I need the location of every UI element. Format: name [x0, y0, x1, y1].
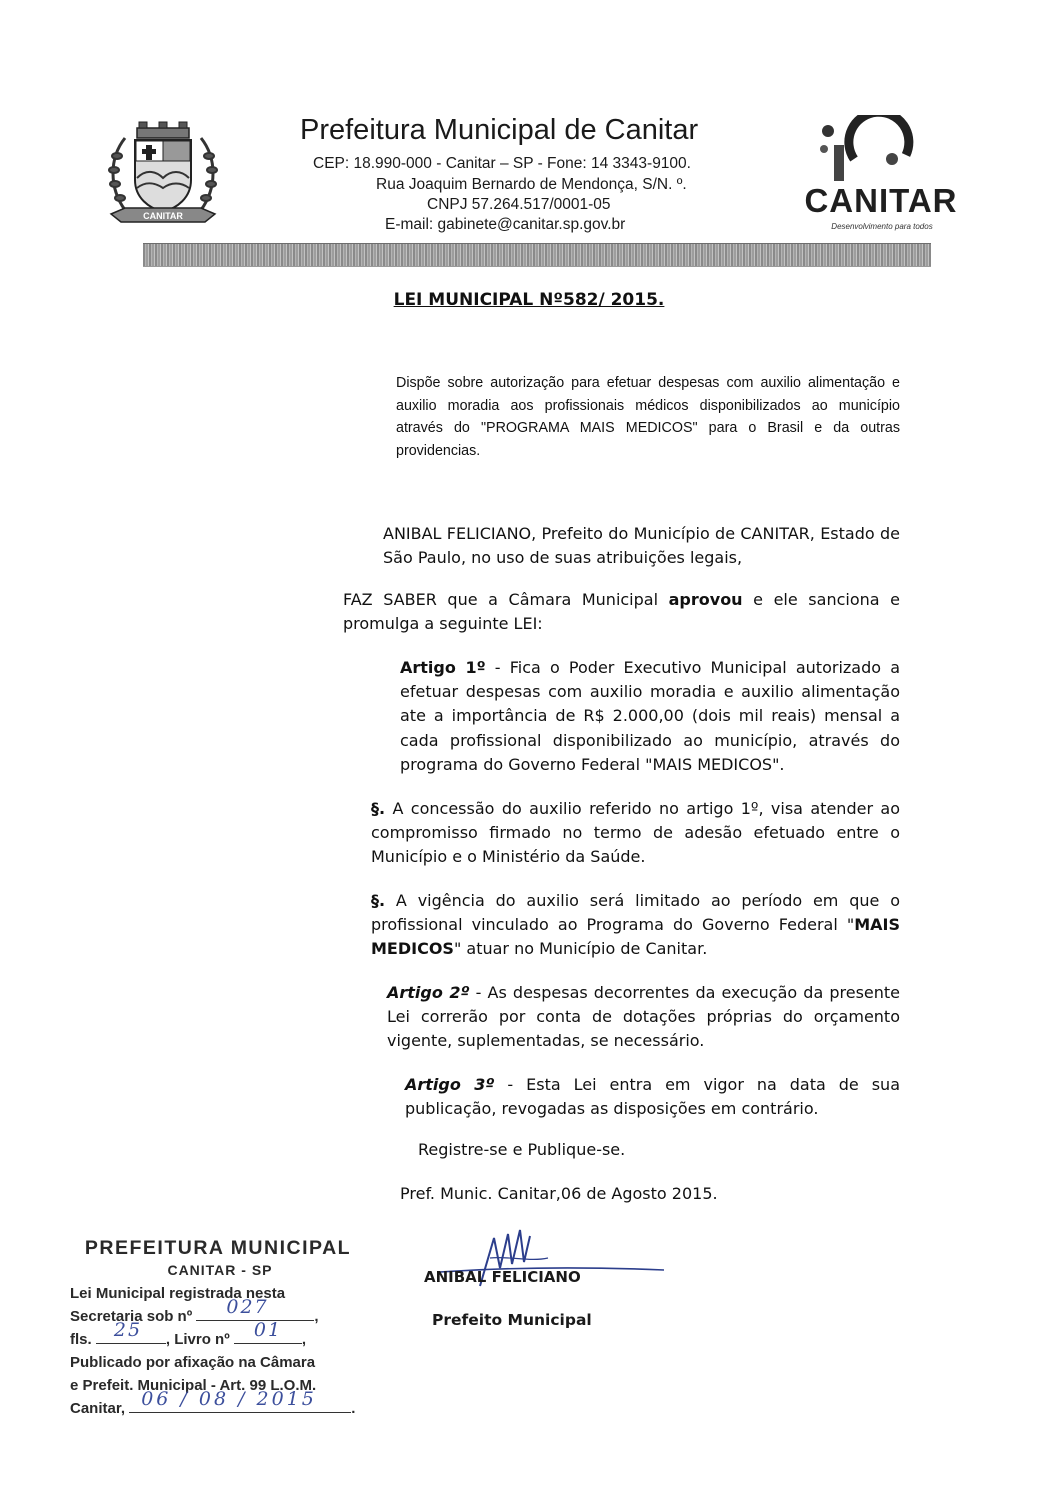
stamp-line5-mid: , Livro nº [165, 1331, 230, 1348]
stamp-line4-label: Secretaria sob nº [70, 1308, 193, 1325]
stamp-line5-label: fls. [70, 1331, 92, 1348]
stamp-line8: Canitar, 06 / 08 / 2015 . [70, 1388, 356, 1417]
header-email: E-mail: gabinete@canitar.sp.gov.br [385, 216, 626, 233]
crest-ribbon-label: CANITAR [143, 211, 183, 221]
faz-saber-end: e ele sanciona e promulga a seguinte LEI: [343, 590, 900, 634]
stamp-date-handwritten: 06 / 08 / 2015 [141, 1388, 317, 1410]
article-2-label: Artigo 2º [387, 983, 470, 1002]
article-1 [143, 656, 900, 777]
stamp-line6: Publicado por afixação na Câmara [70, 1354, 316, 1371]
stamp-heading: PREFEITURA MUNICIPAL [84, 1237, 352, 1259]
signatory-name: ANIBAL FELICIANO [424, 1268, 581, 1286]
header-address-line2: Rua Joaquim Bernardo de Mendonça, S/N. º. [376, 176, 687, 193]
article-2 [143, 981, 900, 1054]
faz-saber-paragraph [143, 588, 900, 636]
stamp-line7: e Prefeit. Municipal - Art. 99 L.O.M. [70, 1377, 317, 1394]
paragraph-2-label: §. [371, 891, 386, 910]
stamp-line8-label: Canitar, [70, 1400, 126, 1417]
header-cnpj: CNPJ 57.264.517/0001-05 [427, 196, 611, 213]
stamp-line3: Lei Municipal registrada nesta [70, 1285, 286, 1302]
signatory-role: Prefeito Municipal [432, 1311, 592, 1329]
intro-paragraph [143, 522, 900, 570]
mais-medicos-bold: MAIS MEDICOS [371, 915, 900, 959]
article-1-label: Artigo 1º [400, 658, 486, 677]
paragraph-2 [143, 889, 900, 962]
faz-saber-text: FAZ SABER que a Câmara Municipal [343, 590, 669, 609]
stamp-number-handwritten: 027 [226, 1296, 269, 1318]
stamp-line5: fls. 25 , Livro nº 01 , [70, 1319, 307, 1348]
intro-text: ANIBAL FELICIANO, Prefeito do Município de CANITAR, Estado de São Paulo, no uso de suas atribuições legais, [383, 524, 900, 568]
municipal-crest-icon [103, 118, 223, 230]
header-address-line1: CEP: 18.990-000 - Canitar – SP - Fone: 14 3343-9100. [313, 155, 691, 172]
article-3-label: Artigo 3º [405, 1075, 495, 1094]
logo-wordmark: CANITAR [804, 182, 958, 219]
paragraph-2-end: " atuar no Município de Canitar. [453, 939, 708, 959]
stamp-line4: Secretaria sob nº 027 , [70, 1296, 319, 1325]
article-3 [143, 1073, 900, 1121]
place-date-line: Pref. Munic. Canitar,06 de Agosto 2015. [400, 1184, 718, 1203]
registration-stamp [70, 1237, 370, 1420]
aprovou-text: aprovou [668, 590, 743, 609]
stamp-folio-handwritten: 25 [113, 1319, 143, 1341]
closing-line: Registre-se e Publique-se. [418, 1140, 626, 1159]
paragraph-1-text: A concessão do auxilio referido no artigo 1º, visa atender ao compromisso firmado no termo de adesão efetuado entre o Município e o Ministério da Saúde. [371, 799, 900, 867]
law-title: LEI MUNICIPAL Nº582/ 2015. [393, 290, 665, 310]
header-title: Prefeitura Municipal de Canitar [300, 114, 699, 146]
law-ementa: Dispõe sobre autorização para efetuar despesas com auxilio alimentação e auxilio moradia aos profissionais médicos disponibilizados ao município através do "PROGRAMA MAIS MEDICOS" para o Brasil e da outras providencias. [396, 375, 900, 459]
article-2-text: - As despesas decorrentes da execução da presente Lei correrão por conta de dotações próprias do orçamento vigente, suplementadas, se necessário. [387, 983, 901, 1051]
paragraph-2-text: A vigência do auxilio será limitado ao período em que o profissional vinculado ao Programa do Governo Federal " [371, 891, 900, 935]
stamp-subheading: CANITAR - SP [167, 1262, 273, 1278]
paragraph-1 [143, 797, 900, 870]
logo-tagline: Desenvolvimento para todos [831, 222, 933, 231]
header-divider-band [143, 243, 931, 267]
article-3-text: - Esta Lei entra em vigor na data de sua publicação, revogadas as disposições em contrário. [405, 1075, 900, 1119]
stamp-book-handwritten: 01 [253, 1319, 283, 1341]
article-1-text: - Fica o Poder Executivo Municipal autorizado a efetuar despesas com auxilio moradia e auxilio alimentação ate a importância de R$ 2.000,00 (dois mil reais) mensal a cada profissional disponibilizado ao município, através do programa do Governo Federal "MAIS MEDICOS". [400, 658, 901, 774]
paragraph-1-label: §. [371, 799, 386, 818]
